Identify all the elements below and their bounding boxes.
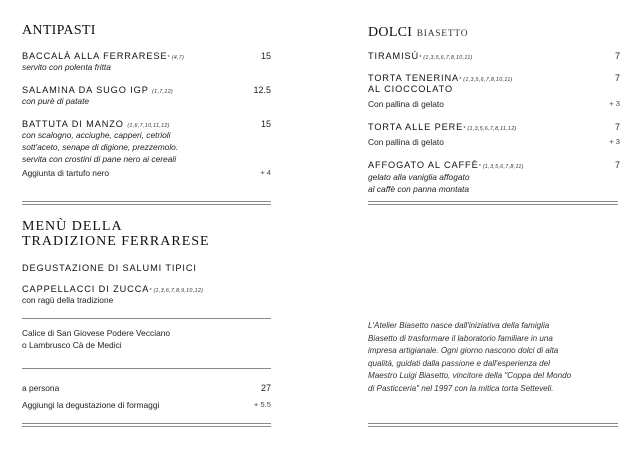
dish-affogato — [368, 160, 524, 170]
tradizione-title — [22, 219, 210, 249]
double-divider — [368, 201, 618, 205]
dish-name: TORTA TENERINA — [368, 73, 460, 83]
extra-label: Con pallina di gelato — [368, 137, 444, 147]
desc-line: al caffè con panna montata — [368, 184, 470, 195]
dish-description: con purè di patate — [22, 96, 90, 106]
cheese-price: + 5.5 — [253, 400, 271, 409]
desc-line: con scalogno, acciughe, capperi, cetrioli — [22, 130, 171, 140]
allergens: (1,7,12) — [152, 89, 174, 95]
allergens: * (1,3,6,7,8,9,10,12) — [149, 288, 204, 294]
double-divider — [22, 201, 271, 205]
wine-line: o Lambrusco Cà de Medici — [22, 340, 122, 351]
dish-description — [22, 129, 178, 166]
allergens: * (1,3,5,6,7,8,11,12) — [463, 126, 517, 132]
dish-name: SALAMINA DA SUGO IGP — [22, 85, 149, 95]
dish-baccala — [22, 51, 184, 61]
price: 7 — [614, 51, 620, 61]
desc-line: sott'aceto, senape di digione, prezzemolo. — [22, 142, 179, 153]
dish-name: CAPPELLACCI DI ZUCCA — [22, 284, 150, 294]
dolci-subtitle: BIASETTO — [416, 29, 469, 39]
allergens: * (1,3,5,6,7,8,11) — [478, 164, 524, 170]
dish-torta-pere — [368, 122, 517, 132]
extra-label: Con pallina di gelato — [368, 99, 444, 109]
price: 7 — [614, 122, 620, 132]
dish-name: TIRAMISÙ — [368, 51, 420, 61]
double-divider — [22, 423, 271, 427]
extra-price: + 3 — [609, 99, 620, 108]
about-line: qualità, guidati dalla passione e dall'esperienza del — [368, 358, 550, 368]
dish-description: servito con polenta fritta — [22, 62, 111, 72]
dolci-header — [368, 23, 468, 41]
title-line: MENÙ DELLA — [22, 219, 123, 234]
dolci-title: DOLCI — [368, 25, 413, 40]
dish-torta-tenerina — [368, 73, 513, 94]
dish-name-line2: AL CIOCCOLATO — [368, 84, 454, 94]
price: 7 — [614, 73, 620, 83]
divider — [22, 318, 271, 319]
allergens: * (1,3,5,6,7,8,10,11) — [419, 55, 473, 61]
price: 12.5 — [253, 85, 271, 95]
dish-battuta — [22, 119, 170, 129]
price: 15 — [260, 119, 271, 129]
price: 15 — [260, 51, 271, 61]
divider — [22, 368, 271, 369]
double-divider — [368, 423, 618, 427]
dish-name: AFFOGATO AL CAFFÈ — [368, 160, 479, 170]
about-line: L'Atelier Biasetto nasce dall'iniziativa della famiglia — [368, 321, 550, 330]
antipasti-title: ANTIPASTI — [22, 23, 96, 38]
per-person-price: 27 — [260, 383, 271, 393]
wine-note — [22, 327, 170, 351]
about-line: di Pasticceria" nel 1997 con la mitica torta Setteveli. — [368, 383, 554, 393]
dish-description: con ragù della tradizione — [22, 295, 114, 305]
wine-line: Calice di San Giovese Podere Vecciano — [22, 328, 171, 338]
about-line: Biasetto di trasformare il laboratorio familiare in una — [368, 333, 553, 343]
extra-price: + 3 — [609, 137, 620, 146]
about-line: impresa artigianale. Ogni giorno nascono dolci di alta — [368, 346, 559, 356]
price: 7 — [614, 160, 620, 170]
title-line: TRADIZIONE FERRARESE — [22, 234, 210, 249]
per-person-label: a persona — [22, 383, 60, 393]
about-text — [368, 320, 608, 396]
extra-label: Aggiunta di tartufo nero — [22, 168, 110, 178]
desc-line: gelato alla vaniglia affogato — [368, 172, 470, 182]
allergens: * (1,3,5,6,7,8,10,11) — [459, 77, 513, 83]
cheese-label: Aggiungi la degustazione di formaggi — [22, 400, 160, 410]
allergens: * (4,7) — [167, 55, 185, 61]
allergens: (1,6,7,10,11,12) — [127, 123, 170, 129]
dish-name: BACCALÀ ALLA FERRARESE — [22, 51, 168, 61]
extra-price: + 4 — [260, 168, 271, 177]
dish-name: TORTA ALLE PERE — [368, 122, 464, 132]
dish-salamina — [22, 85, 173, 95]
dish-tiramisu — [368, 51, 473, 61]
about-line: Maestro Luigi Biasetto, vincitore della "Coppa del Mondo — [368, 371, 572, 381]
dish-cappellacci — [22, 284, 203, 294]
dish-description — [368, 171, 470, 195]
dish-name: BATTUTA DI MANZO — [22, 119, 124, 129]
desc-line: servita con crostini di pane nero ai cereali — [22, 154, 177, 165]
degustazione-salumi: DEGUSTAZIONE DI SALUMI TIPICI — [22, 263, 197, 273]
